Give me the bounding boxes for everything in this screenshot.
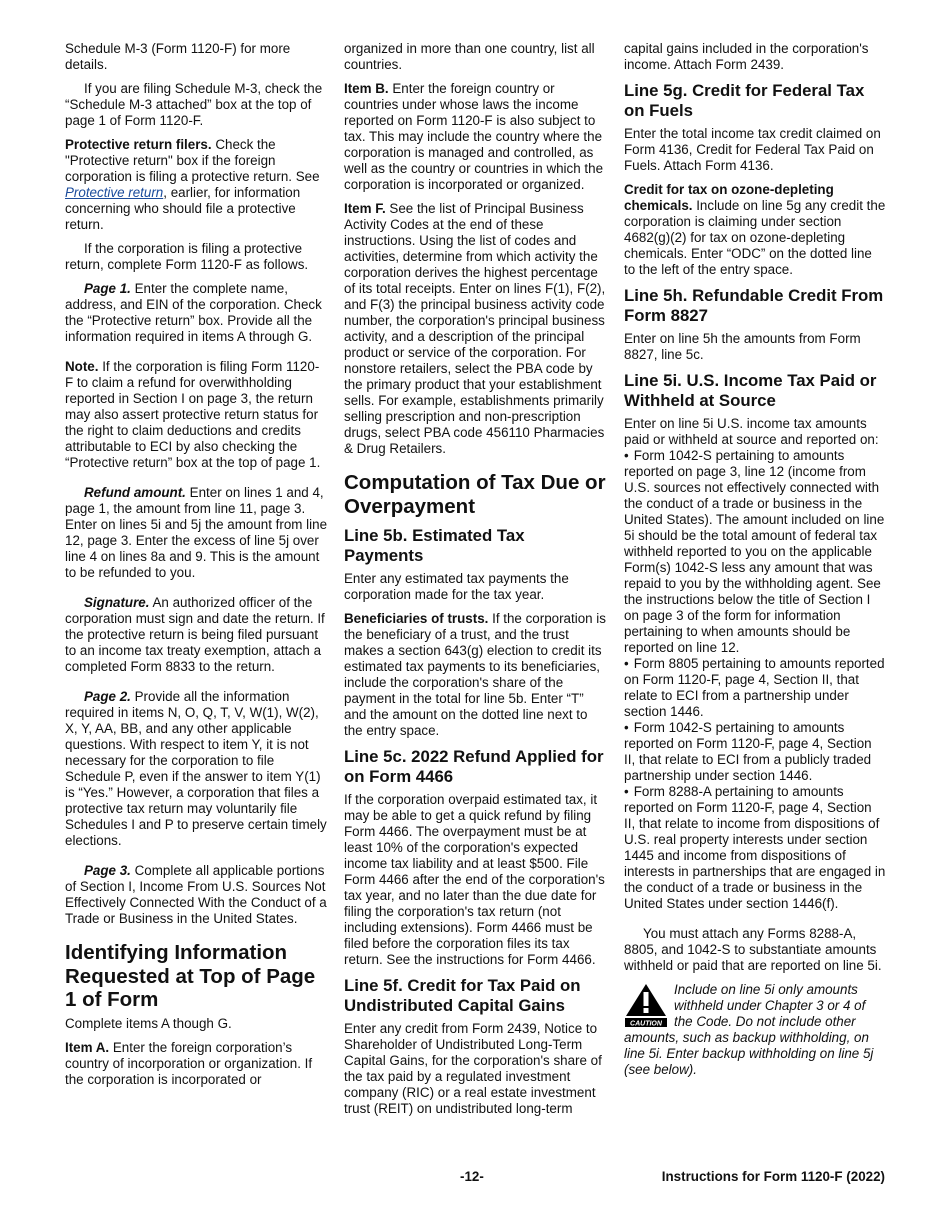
subsection-heading: Line 5f. Credit for Tax Paid on Undistributed Capital Gains	[344, 976, 581, 1015]
paragraph: Schedule M-3 (Form 1120-F) for more details.	[65, 41, 291, 72]
paragraph-text: Enter the foreign corporation’s country of incorporation or organization. If the corporation is incorporated or	[65, 1039, 313, 1087]
paragraph	[624, 182, 886, 278]
run-in-heading: Credit for tax on ozone-depleting chemicals.	[624, 182, 834, 213]
paragraph-text: If the corporation is the beneficiary of a trust, and the trust makes a section 643(g) election to credit its estimated tax payments to its beneficiaries, include the corporation's share of the payment in the total for line 5b. Enter “T” and the amount on the dotted line next to the entry space.	[344, 611, 606, 738]
subsection-heading: Line 5i. U.S. Income Tax Paid or Withheld at Source	[624, 371, 877, 410]
caution-label: CAUTION	[630, 1020, 662, 1028]
paragraph-text: Complete all applicable portions of Section I, Income From U.S. Sources Not Effectively Connected With the Conduct of a Trade or Business in the United States.	[65, 863, 327, 926]
paragraph: You must attach any Forms 8288-A, 8805, and 1042-S to substantiate amounts withheld or paid that are reported on line 5i.	[624, 926, 882, 973]
section-heading: Computation of Tax Due or Overpayment	[344, 471, 606, 518]
page-number: -12-	[460, 1169, 484, 1184]
run-in-heading: Item B.	[344, 81, 389, 96]
protective-return-link[interactable]: Protective return	[65, 185, 164, 200]
column-left	[65, 41, 327, 1096]
paragraph: Enter on line 5i U.S. income tax amounts paid or withheld at source and reported on:	[624, 416, 879, 447]
run-in-heading: Note.	[65, 359, 99, 374]
paragraph	[344, 81, 608, 193]
paragraph: If the corporation is filing a protective return, complete Form 1120-F as follows.	[65, 241, 309, 272]
bullet-item: • Form 1042-S pertaining to amounts reported on Form 1120-F, page 4, Section II, that relate to ECI from a publicly traded partnership under section 1446.	[624, 720, 886, 784]
paragraph	[65, 863, 327, 927]
column-right	[624, 41, 886, 1078]
caution-text: Include on line 5i only amounts withheld under Chapter 3 or 4 of the Code. Do not include other amounts, such as backup withholding, on line 5i. Enter backup withholding on line 5j (see below).	[624, 982, 874, 1077]
paragraph-text: Enter the foreign country or countries under whose laws the income reported on Form 1120-F is also subject to tax. This may include the country where the corporation is managed and controlled, as well as the country or countries in which the corporation is incorporated or organized.	[344, 81, 604, 192]
subsection-heading: Line 5g. Credit for Federal Tax on Fuels	[624, 81, 865, 120]
paragraph	[65, 689, 327, 849]
paragraph	[344, 201, 608, 457]
paragraph: If the corporation overpaid estimated tax, it may be able to get a quick refund by filing Form 4466. The overpayment must be at least 10% of the corporation's expected income tax liability and at least $500. File Form 4466 after the end of the corporation's tax year, and no later than the due date for filing the corporation's tax return (not including extensions). Form 4466 must be filed before the corporation files its tax return. See the instructions for Form 4466.	[344, 792, 605, 967]
paragraph-text: , earlier, for information concerning who should file a protective return.	[65, 185, 301, 232]
run-in-heading: Page 1.	[84, 281, 131, 296]
subsection-heading: Line 5c. 2022 Refund Applied for on Form 4466	[344, 747, 604, 786]
column-middle	[344, 41, 608, 1125]
bullet-item: • Form 1042-S pertaining to amounts reported on page 3, line 12 (income from U.S. sources not effectively connected with the conduct of a trade or business in the United States). The amount included on line 5i should be the total amount of federal tax withheld reported to you on the applicable Form(s) 1042-S less any amount that was repaid to you by the withholding agent. See the instructions below the title of Section I on page 3 of the form for information pertaining to when amounts should be reported on line 12.	[624, 448, 886, 656]
paragraph	[65, 137, 327, 233]
run-in-heading: Item A.	[65, 1039, 110, 1055]
paragraph: If you are filing Schedule M-3, check the “Schedule M-3 attached” box at the top of page 1 of Form 1120-F.	[65, 81, 323, 128]
bullet-item: • Form 8805 pertaining to amounts reported on Form 1120-F, page 4, Section II, that relate to ECI from a partnership under section 1446.	[624, 656, 886, 720]
run-in-heading: Page 3.	[84, 863, 131, 878]
run-in-heading: Refund amount.	[84, 485, 186, 500]
run-in-heading: Page 2.	[84, 689, 131, 704]
paragraph	[344, 611, 608, 739]
section-heading: Identifying Information Requested at Top of Page 1 of Form	[65, 941, 316, 1011]
paragraph-text: Check the "Protective return" box if the foreign corporation is filing a protective return. See	[65, 137, 320, 184]
paragraph	[65, 485, 327, 581]
paragraph	[65, 595, 327, 675]
paragraph-text: Enter the complete name, address, and EIN of the corporation. Check the “Protective return” box. Provide all the information required in items A through G.	[65, 281, 322, 344]
paragraph	[65, 359, 327, 471]
paragraph: Enter any estimated tax payments the corporation made for the tax year.	[344, 571, 569, 602]
paragraph: capital gains included in the corporation's income. Attach Form 2439.	[624, 41, 869, 72]
paragraph-text: If the corporation is filing Form 1120-F to claim a refund for overwithholding reported in Section I on page 3, the return may also assert protective return status for the right to claim deductions and credits attributable to ECI by also checking the “Protective return” box at the top of page 1.	[65, 359, 321, 470]
paragraph: Complete items A though G.	[65, 1015, 232, 1031]
paragraph-text: Include on line 5g any credit the corporation is claiming under section 4682(g)(2) for tax on ozone-depleting chemicals. Enter “ODC” on the dotted line to the left of the entry space.	[624, 198, 886, 277]
run-in-heading: Protective return filers.	[65, 137, 212, 152]
paragraph-text: An authorized officer of the corporation must sign and date the return. If the protective return is being filed pursuant to an income tax treaty exemption, attach a completed Form 8833 to the return.	[65, 595, 325, 674]
run-in-heading: Signature.	[84, 595, 150, 610]
footer-form-title: Instructions for Form 1120-F (2022)	[661, 1169, 885, 1184]
caution-note	[624, 982, 886, 1078]
paragraph-text: Enter on lines 1 and 4, page 1, the amount from line 11, page 3. Enter on lines 5i and 5j the amount from line 12, page 3. Enter the excess of line 5j over line 4 on lines 8a and 9. This is the amount to be refunded to you.	[65, 485, 328, 580]
paragraph: Enter any credit from Form 2439, Notice to Shareholder of Undistributed Long-Term Capital Gains, for the corporation's share of the tax paid by a regulated investment company (RIC) or a real estate investment trust (REIT) on undistributed long-term	[344, 1021, 602, 1116]
run-in-heading: Beneficiaries of trusts.	[344, 611, 489, 626]
paragraph	[65, 281, 327, 345]
caution-icon	[624, 982, 668, 1028]
paragraph: Enter the total income tax credit claimed on Form 4136, Credit for Federal Tax Paid on Fuels. Attach Form 4136.	[624, 126, 881, 173]
subsection-heading: Line 5h. Refundable Credit From Form 8827	[624, 286, 884, 325]
paragraph: Enter on line 5h the amounts from Form 8827, line 5c.	[624, 331, 861, 362]
paragraph: organized in more than one country, list all countries.	[344, 41, 595, 72]
paragraph-text: See the list of Principal Business Activity Codes at the end of these instructions. Using the list of codes and activities, determine from which activity the corporation derives the highest percentage of its total receipts. Enter on lines F(1), F(2), and F(3) the principal business activity code number, the corporation's principal business activity, and a description of the principal product or service of the corporation. For nonstore retailers, select the PBA code by the primary product that your establishment sells. For example, establishments primarily selling prescription and non-prescription drugs, select PBA code 456110 Pharmacies & Drug Retailers.	[344, 201, 606, 456]
run-in-heading: Item F.	[344, 201, 386, 216]
paragraph-text: Provide all the information required in items N, O, Q, T, V, W(1), W(2), X, Y, AA, BB, and any other applicable questions. With respect to item Y, it is not necessary for the corporation to file Schedule P, even if the answer to item Y(1) is “Yes.” However, a corporation that files a protective tax return may voluntarily file Schedules I and P to preserve certain timely elections.	[65, 689, 327, 848]
bullet-item: • Form 8288-A pertaining to amounts reported on Form 1120-F, page 4, Section II, that relate to income from dispositions of U.S. real property interests under section 1445 and income from dispositions of interests in partnerships that are engaged in the conduct of a trade or business in the United States under section 1446(f).	[624, 784, 886, 912]
paragraph	[65, 1040, 327, 1088]
subsection-heading: Line 5b. Estimated Tax Payments	[344, 526, 525, 565]
